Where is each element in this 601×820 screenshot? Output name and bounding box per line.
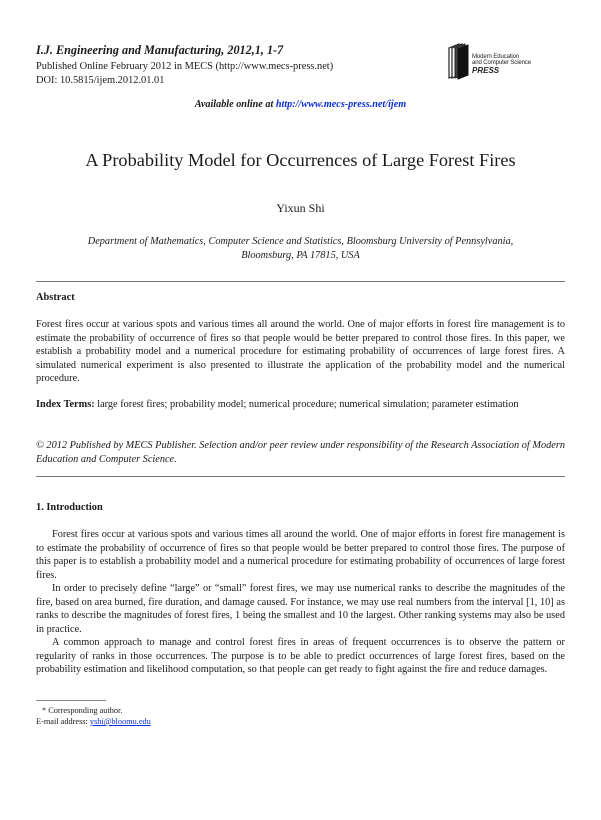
affiliation-line-1: Department of Mathematics, Computer Science and Statistics, Bloomsburg University of Pennsylvania, [87,236,514,247]
intro-paragraph-1: Forest fires occur at various spots and various times all around the world. One of major efforts in forest fire management is to estimate the probability of occurrence of fires so that people would be better prepared to control those fires. The purpose of this paper is to establish a probability model and a numerical procedure for estimating probability of occurrences of large forest fires. [36,529,565,581]
copyright-text: © 2012 Published by MECS Publisher. Selection and/or peer review under responsibility of the Research Association of Modern Education and Computer Science. [36,440,565,465]
book-stack-icon [446,42,470,80]
intro-paragraph-3: A common approach to manage and control forest fires in areas of frequent occurrences is to observe the pattern or regularity of ranks in those occurrences. The purpose is to be able to predict occurrences of large forest fires, based on the probability estimation and likelihood computation, so that people can get ready to fight against the fire and reduce damages. [36,637,565,675]
corresponding-author-note: * Corresponding author. [42,706,123,715]
available-online-line [0,99,601,110]
author-affiliation [40,235,561,263]
journal-url-link[interactable]: http://www.mecs-press.net/ijem [275,99,407,110]
available-prefix: Available online at [194,99,274,110]
email-link[interactable]: yshi@bloomu.edu [89,717,151,726]
introduction-heading: 1. Introduction [36,502,103,513]
footnote-rule [36,700,106,701]
index-terms-label: Index Terms: [36,399,95,410]
abstract-top-rule [36,281,565,282]
index-terms [36,398,565,412]
email-footnote [36,717,151,726]
abstract-body [36,318,565,386]
logo-line-2: and Computer Science [472,60,532,66]
paper-author: Yixun Shi [276,201,325,215]
journal-name: I.J. Engineering and Manufacturing, [36,43,225,57]
journal-citation [36,43,283,58]
logo-line-1: Modern Education [472,54,520,60]
abstract-heading: Abstract [36,292,75,303]
index-terms-list: large forest fires; probability model; numerical procedure; numerical simulation; parameter estimation [97,399,519,410]
introduction-body [36,528,565,677]
journal-issue: 2012,1, 1-7 [227,43,284,57]
email-label: E-mail address: [36,717,88,726]
published-online-line: Published Online February 2012 in MECS (http://www.mecs-press.net) [36,61,334,72]
doi-line: DOI: 10.5815/ijem.2012.01.01 [36,75,165,86]
abstract-text: Forest fires occur at various spots and various times all around the world. One of major efforts in forest fire management is to estimate the probability of occurrence of fires so that people would be better prepared to control those fires. In this paper, we establish a probability model and a numerical procedure for estimating probability of occurrences of large forest fires. A simulated numerical experiment is also presented to illustrate the application of the probability model and the numerical procedure. [36,319,565,384]
affiliation-line-2: Bloomsburg, PA 17815, USA [241,250,360,261]
copyright-notice [36,439,565,466]
intro-paragraph-2: In order to precisely define “large” or “small” forest fires, we may use numerical ranks to describe the magnitudes of the fire, based on area burned, fire duration, and damage caused. For instance, we may use real numbers from the interval [1, 10] as ranks to describe the magnitudes of forest fires, 1 being the smallest and 10 the largest. Other ranking systems may also be used in practice. [36,583,565,635]
publisher-logo [446,40,566,84]
paper-title: A Probability Model for Occurrences of Large Forest Fires [85,150,516,170]
abstract-bottom-rule [36,476,565,477]
logo-press: PRESS [472,66,500,75]
